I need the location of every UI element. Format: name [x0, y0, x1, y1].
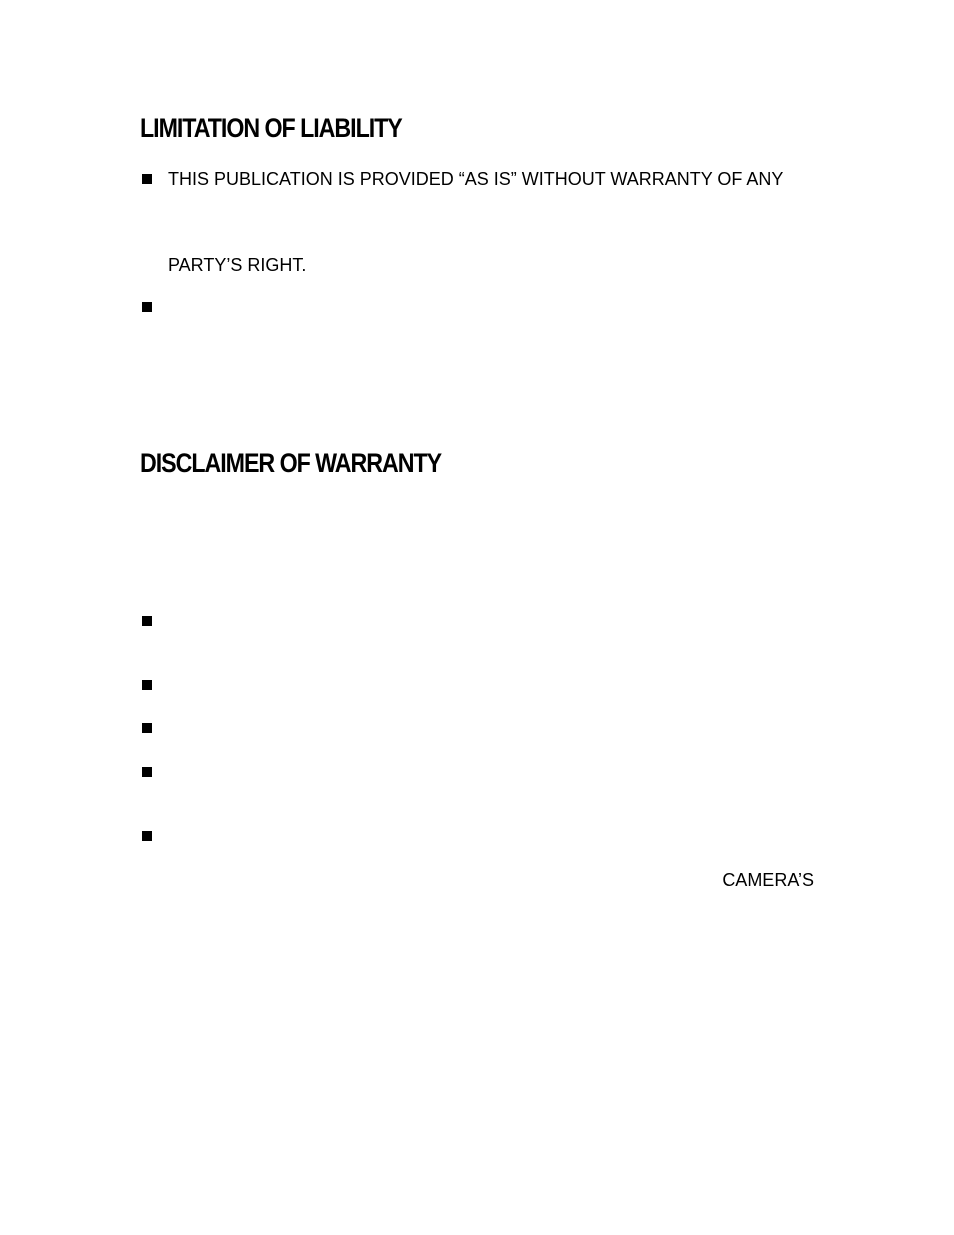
bullet-icon — [142, 616, 152, 626]
liability-item-1-line-2: PARTY’S RIGHT. — [168, 255, 307, 275]
bullet-icon — [142, 302, 152, 312]
heading-disclaimer-of-warranty: DISCLAIMER OF WARRANTY — [140, 448, 442, 478]
liability-item-1-line-1: THIS PUBLICATION IS PROVIDED “AS IS” WITHOUT WARRANTY OF ANY — [168, 169, 784, 189]
warranty-item-5-fragment: CAMERA’S — [722, 870, 814, 890]
bullet-icon — [142, 680, 152, 690]
bullet-icon — [142, 831, 152, 841]
bullet-icon — [142, 174, 152, 184]
heading-limitation-of-liability: LIMITATION OF LIABILITY — [140, 113, 402, 143]
bullet-icon — [142, 723, 152, 733]
bullet-icon — [142, 767, 152, 777]
